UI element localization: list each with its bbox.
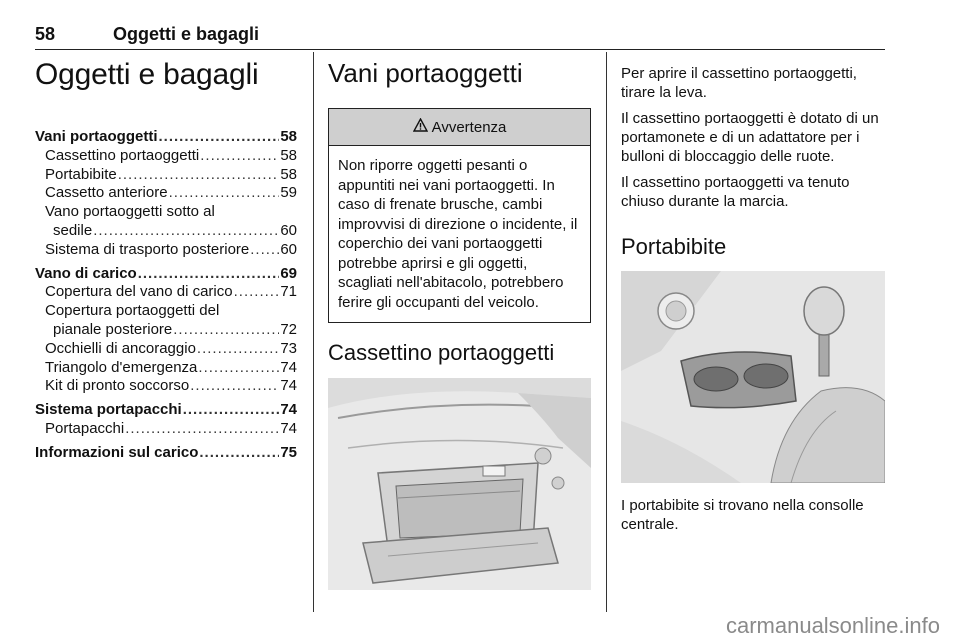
toc-section[interactable]	[35, 265, 297, 284]
toc-label: Portapacchi	[45, 419, 125, 437]
toc-leader-dots	[159, 128, 280, 147]
page-number: 58	[35, 24, 56, 44]
toc-leader-dots	[250, 241, 279, 260]
warning-text: Non riporre oggetti pesanti o appuntiti nei vani portaoggetti. In caso di frenate brusche, cambi improvvisi di direzione o incidente, il coperchio dei vani portaoggetti potrebbe aprirsi e gli oggetti, scagliati nell'abitacolo, potrebbero ferire gli occupanti del veicolo.	[338, 157, 578, 311]
toc-section[interactable]	[35, 128, 297, 147]
toc-label: Informazioni sul carico	[35, 443, 199, 461]
toc-page-number: 59	[280, 184, 297, 202]
subsection-heading-glovebox: Cassettino portaoggetti	[328, 340, 555, 365]
toc-leader-dots	[138, 265, 280, 284]
toc-label: Sistema portapacchi	[35, 401, 182, 419]
toc-label: Vani portaoggetti	[35, 128, 158, 145]
toc-page-number: 72	[280, 320, 297, 338]
watermark-text: carmanualsonline.info	[725, 613, 940, 638]
toc-page-number: 74	[280, 358, 297, 376]
toc-leader-dots	[198, 359, 279, 378]
contents-column	[35, 58, 297, 463]
toc-page-number: 73	[280, 339, 297, 357]
toc-entry[interactable]: Vano portaoggetti sotto al	[45, 203, 215, 221]
toc-entry[interactable]	[35, 283, 297, 302]
header-title: Oggetti e bagagli	[113, 24, 260, 44]
toc-entry[interactable]	[35, 340, 297, 359]
toc-leader-dots	[183, 401, 280, 420]
warning-triangle-icon	[413, 118, 428, 137]
column-divider-2	[606, 52, 607, 612]
toc-page-number: 75	[280, 443, 297, 461]
toc-section[interactable]	[35, 401, 297, 420]
toc-label: sedile	[53, 221, 93, 239]
table-of-contents	[35, 128, 297, 463]
toc-page-number: 58	[280, 146, 297, 164]
toc-page-number: 74	[280, 419, 297, 437]
toc-entry[interactable]	[35, 359, 297, 378]
toc-label: Cassetto anteriore	[45, 184, 168, 202]
paragraph-open-glovebox: Per aprire il cassettino portaoggetti, tirare la leva.	[621, 65, 857, 101]
toc-label: Occhielli di ancoraggio	[45, 339, 196, 357]
toc-entry[interactable]: Copertura portaoggetti del	[45, 302, 220, 320]
toc-entry[interactable]	[35, 184, 297, 203]
toc-page-number: 71	[280, 283, 297, 301]
toc-leader-dots	[199, 444, 279, 463]
toc-entry[interactable]	[35, 377, 297, 396]
toc-page-number: 60	[280, 221, 297, 239]
toc-page-number: 60	[280, 240, 297, 258]
toc-entry[interactable]	[35, 147, 297, 166]
toc-entry[interactable]	[35, 420, 297, 439]
toc-leader-dots	[93, 222, 279, 241]
toc-leader-dots	[234, 283, 280, 302]
storage-column	[328, 58, 591, 590]
toc-leader-dots	[200, 147, 279, 166]
toc-entry[interactable]	[35, 241, 297, 260]
toc-leader-dots	[173, 321, 279, 340]
paragraph-glovebox-closed: Il cassettino portaoggetti va tenuto chiuso durante la marcia.	[621, 174, 850, 210]
toc-label: Portabibite	[45, 165, 117, 183]
toc-page-number: 74	[280, 377, 297, 395]
toc-label: Vano di carico	[35, 264, 137, 282]
toc-leader-dots	[169, 184, 280, 203]
toc-entry[interactable]	[35, 166, 297, 185]
warning-header	[329, 109, 590, 146]
toc-page-number: 74	[280, 401, 297, 419]
toc-leader-dots	[118, 166, 280, 185]
paragraph-cupholders-location: I portabibite si trovano nella consolle centrale.	[621, 497, 864, 533]
toc-label: Triangolo d'emergenza	[45, 358, 198, 376]
toc-leader-dots	[190, 377, 279, 396]
cupholder-illustration	[621, 271, 885, 483]
toc-label: Sistema di trasporto posteriore	[45, 240, 250, 258]
toc-page-number: 69	[280, 264, 297, 282]
column-divider-1	[313, 52, 314, 612]
toc-leader-dots	[197, 340, 279, 359]
toc-label: pianale posteriore	[53, 320, 173, 338]
toc-entry[interactable]	[35, 321, 297, 340]
warning-box	[328, 108, 591, 323]
text-column	[621, 64, 889, 541]
toc-entry[interactable]	[35, 222, 297, 241]
toc-label: Copertura del vano di carico	[45, 283, 233, 301]
paragraph-glovebox-features: Il cassettino portaoggetti è dotato di un portamonete e di un adattatore per i bulloni di bloccaggio delle ruote.	[621, 110, 879, 165]
subsection-heading-cupholders: Portabibite	[621, 234, 727, 259]
glovebox-illustration	[328, 378, 591, 590]
toc-label: Cassettino portaoggetti	[45, 146, 200, 164]
warning-title: Avvertenza	[431, 118, 507, 136]
toc-page-number: 58	[280, 165, 297, 183]
chapter-title: Oggetti e bagagli	[35, 58, 259, 91]
toc-label: Kit di pronto soccorso	[45, 377, 190, 395]
toc-section[interactable]	[35, 444, 297, 463]
toc-page-number: 58	[280, 128, 297, 145]
header-rule	[35, 49, 885, 50]
toc-leader-dots	[125, 420, 279, 439]
section-heading: Vani portaoggetti	[328, 58, 523, 88]
